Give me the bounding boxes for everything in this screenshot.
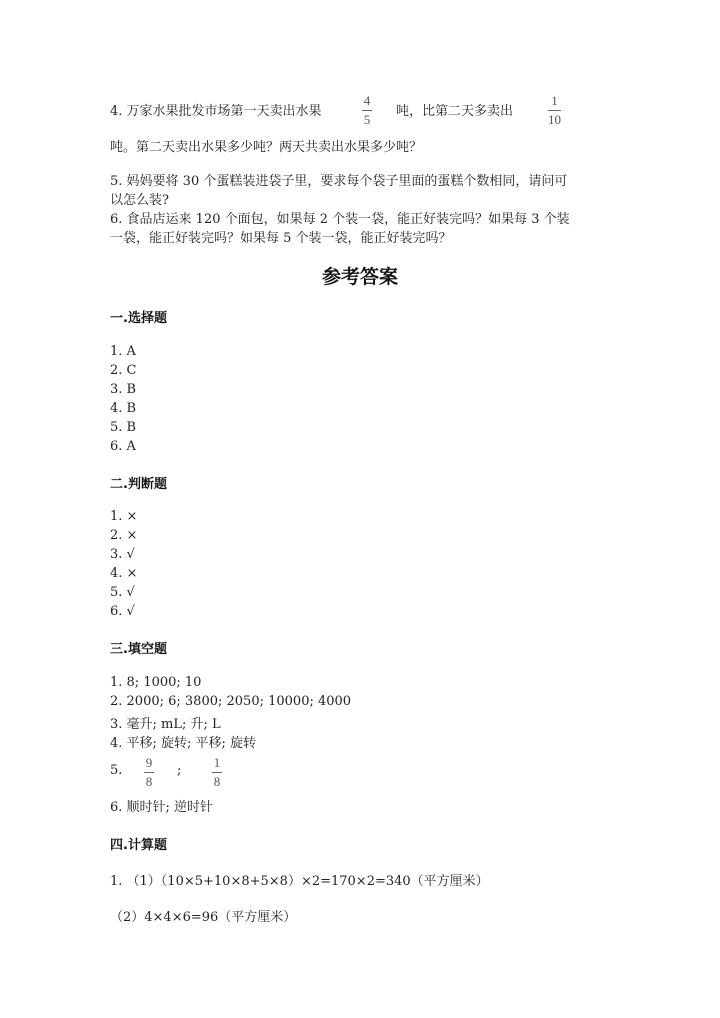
fraction-bar	[362, 110, 372, 111]
q4-fraction-1	[362, 94, 372, 127]
fraction-numerator: 1	[213, 755, 221, 770]
q4-text-part2: 吨，比第二天多卖出	[396, 104, 514, 119]
q4-text-line2: 吨。第二天卖出水果多少吨？两天共卖出水果多少吨？	[110, 140, 423, 155]
fraction-numerator: 1	[551, 93, 558, 108]
q6-text-line1: 6. 食品店运来 120 个面包，如果每 2 个装一袋，能正好装完吗？如果每 3 个装	[110, 212, 570, 227]
fraction-bar	[212, 772, 222, 773]
answer-line: 2. C	[110, 363, 137, 378]
answer-line: 6. A	[110, 439, 136, 454]
section-title-calculation: 四.计算题	[110, 838, 167, 853]
answer-line: 1. 8; 1000; 10	[110, 675, 202, 690]
answer-line: 2. ×	[110, 528, 138, 543]
answer-fraction-1	[144, 756, 154, 789]
answer-line: 3. B	[110, 382, 137, 397]
fraction-bar	[548, 110, 561, 111]
answers-title: 参考答案	[321, 266, 398, 288]
fraction-numerator: 4	[363, 93, 371, 108]
q4-fraction-2	[548, 94, 561, 127]
answer-fraction-2	[212, 756, 222, 789]
answer-line: 6. √	[110, 604, 135, 619]
fraction-denominator: 10	[548, 112, 561, 127]
q4-text-part1: 4. 万家水果批发市场第一天卖出水果	[110, 104, 322, 119]
answer-line: 5. √	[110, 585, 135, 600]
fraction-denominator: 5	[363, 112, 371, 127]
answer-line: 4. 平移; 旋转; 平移; 旋转	[110, 736, 257, 751]
answer-line: 3. √	[110, 547, 135, 562]
answer-line: （2）4×4×6=96（平方厘米）	[110, 910, 297, 925]
section-title-fill: 三.填空题	[110, 642, 167, 657]
fraction-bar	[144, 772, 154, 773]
q5-text-line2: 以怎么装?	[110, 193, 169, 208]
q6-text-line2: 一袋，能正好装完吗？如果每 5 个装一袋，能正好装完吗？	[110, 231, 452, 246]
answer-line-5-label: 5.	[110, 763, 123, 778]
answer-line: 6. 顺时针; 逆时针	[110, 800, 214, 815]
section-title-choice: 一.选择题	[110, 311, 167, 326]
answer-line: 3. 毫升; mL; 升; L	[110, 717, 221, 732]
answer-line: 5. B	[110, 420, 137, 435]
section-title-judgement: 二.判断题	[110, 477, 167, 492]
fraction-denominator: 8	[213, 774, 221, 789]
q5-text-line1: 5. 妈妈要将 30 个蛋糕装进袋子里，要求每个袋子里面的蛋糕个数相同，请问可	[110, 174, 568, 189]
answer-line: 2. 2000; 6; 3800; 2050; 10000; 4000	[110, 694, 352, 709]
answer-line: 4. ×	[110, 566, 138, 581]
answer-separator: ;	[177, 763, 182, 778]
fraction-numerator: 9	[145, 755, 153, 770]
fraction-denominator: 8	[145, 774, 153, 789]
answer-line: 1. （1）（10×5+10×8+5×8）×2=170×2=340（平方厘米）	[110, 874, 489, 889]
answer-line: 4. B	[110, 401, 137, 416]
answer-line: 1. ×	[110, 509, 138, 524]
answer-line: 1. A	[110, 344, 136, 359]
